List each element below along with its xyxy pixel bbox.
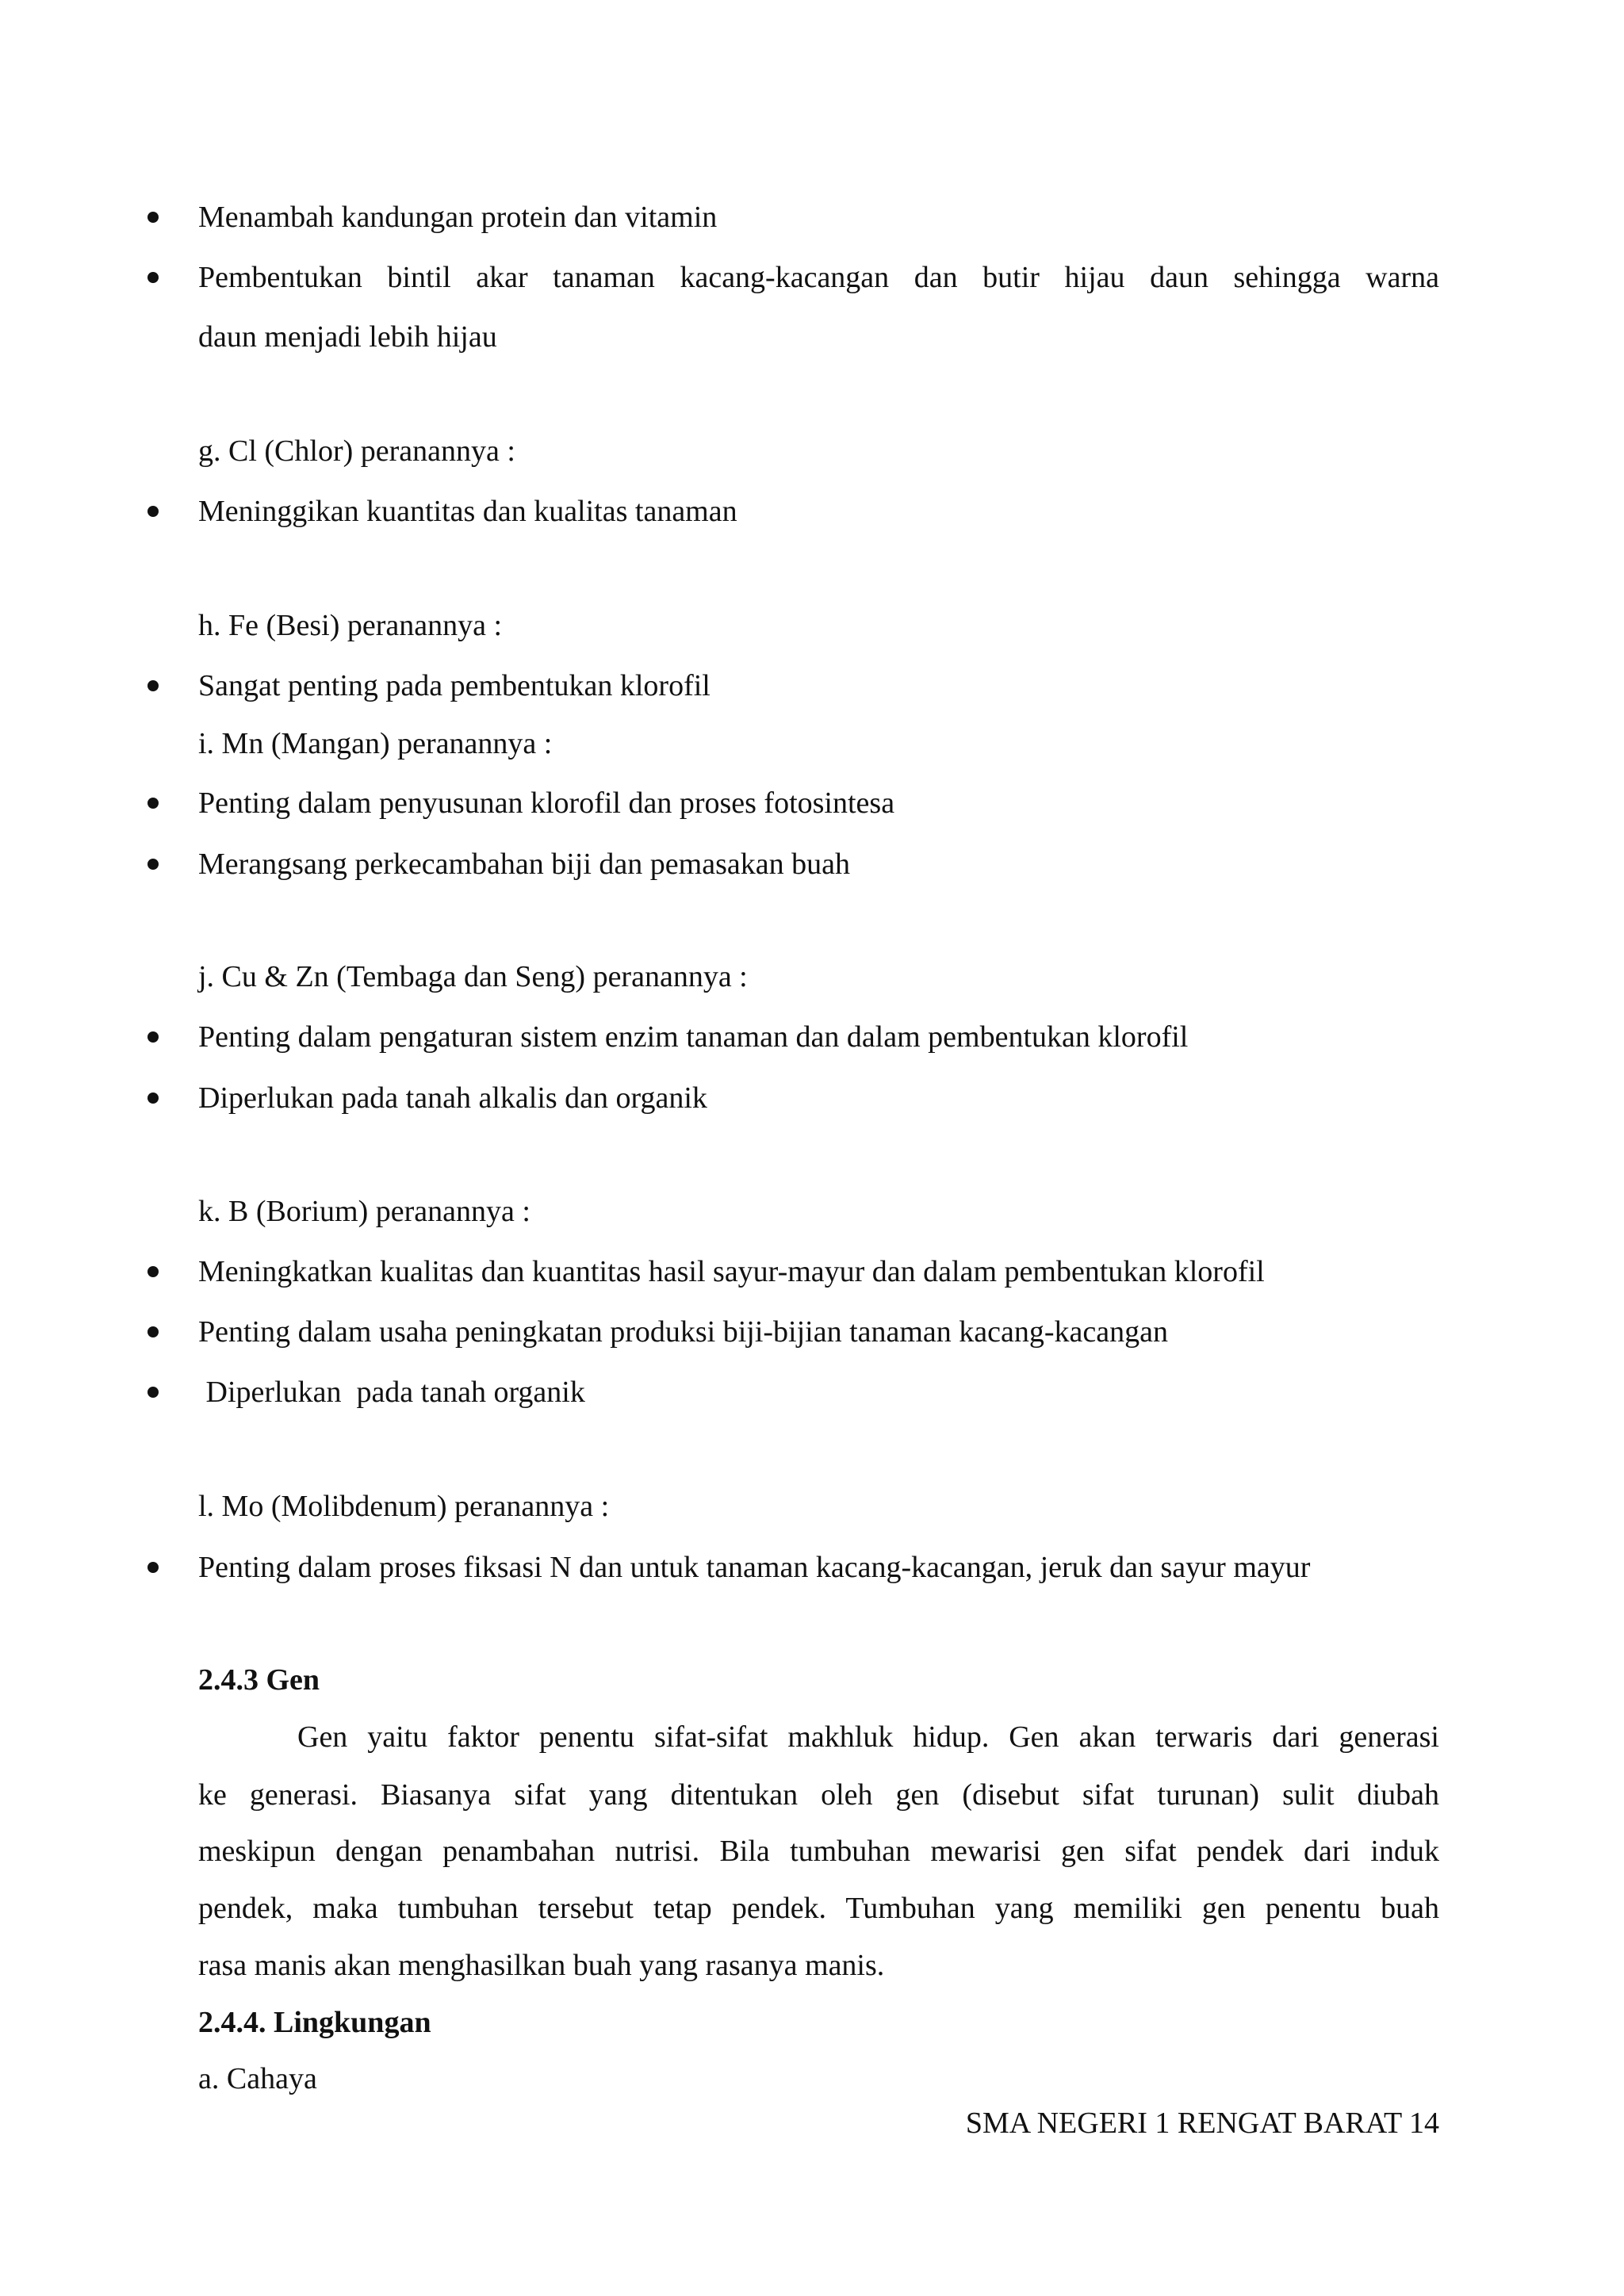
bullet-icon <box>147 272 159 283</box>
bullet-item: Menambah kandungan protein dan vitamin <box>198 201 718 234</box>
bullet-item: Meningkatkan kualitas dan kuantitas hasil sayur-mayur dan dalam pembentukan klorofil <box>198 1255 1265 1288</box>
bullet-item: Meninggikan kuantitas dan kualitas tanaman <box>198 495 737 528</box>
subheading-l: l. Mo (Molibdenum) peranannya : <box>198 1490 610 1523</box>
section-heading-lingkungan: 2.4.4. Lingkungan <box>198 2006 431 2039</box>
bullet-icon <box>147 1266 159 1277</box>
bullet-item: Pembentukan bintil akar tanaman kacang-kacangan dan butir hijau daun sehingga warna <box>198 261 1439 294</box>
bullet-item: Penting dalam usaha peningkatan produksi biji-bijian tanaman kacang-kacangan <box>198 1315 1168 1349</box>
bullet-icon <box>147 798 159 809</box>
bullet-item: Sangat penting pada pembentukan klorofil <box>198 669 710 702</box>
bullet-item: Penting dalam proses fiksasi N dan untuk tanaman kacang-kacangan, jeruk dan sayur mayur <box>198 1551 1311 1584</box>
page-footer: SMA NEGERI 1 RENGAT BARAT 14 <box>965 2107 1439 2140</box>
bullet-icon <box>147 859 159 870</box>
paragraph-line: pendek, maka tumbuhan tersebut tetap pendek. Tumbuhan yang memiliki gen penentu buah <box>198 1892 1439 1925</box>
subheading-g: g. Cl (Chlor) peranannya : <box>198 434 515 468</box>
bullet-item-continuation: daun menjadi lebih hijau <box>198 320 497 354</box>
paragraph-line: rasa manis akan menghasilkan buah yang rasanya manis. <box>198 1949 885 1982</box>
bullet-item: Penting dalam pengaturan sistem enzim tanaman dan dalam pembentukan klorofil <box>198 1020 1189 1054</box>
subheading-k: k. B (Borium) peranannya : <box>198 1195 530 1228</box>
subheading-j: j. Cu & Zn (Tembaga dan Seng) peranannya : <box>198 960 748 993</box>
bullet-item: Diperlukan pada tanah alkalis dan organik <box>198 1081 707 1115</box>
bullet-icon <box>147 506 159 517</box>
paragraph-line: meskipun dengan penambahan nutrisi. Bila tumbuhan mewarisi gen sifat pendek dari induk <box>198 1835 1439 1868</box>
bullet-icon <box>147 1562 159 1573</box>
bullet-icon <box>147 1387 159 1398</box>
paragraph-line: ke generasi. Biasanya sifat yang ditentukan oleh gen (disebut sifat turunan) sulit diubah <box>198 1778 1439 1812</box>
section-heading-gen: 2.4.3 Gen <box>198 1663 320 1697</box>
bullet-item: Merangsang perkecambahan biji dan pemasakan buah <box>198 848 850 881</box>
bullet-icon <box>147 1031 159 1043</box>
bullet-icon <box>147 1326 159 1337</box>
subheading-cahaya: a. Cahaya <box>198 2062 317 2095</box>
bullet-icon <box>147 1093 159 1104</box>
bullet-icon <box>147 212 159 223</box>
subheading-h: h. Fe (Besi) peranannya : <box>198 609 503 642</box>
subheading-i: i. Mn (Mangan) peranannya : <box>198 727 553 760</box>
bullet-item: Penting dalam penyusunan klorofil dan proses fotosintesa <box>198 786 895 820</box>
bullet-item: Diperlukan pada tanah organik <box>198 1376 585 1409</box>
paragraph-line: Gen yaitu faktor penentu sifat-sifat makhluk hidup. Gen akan terwaris dari generasi <box>297 1720 1439 1754</box>
bullet-icon <box>147 680 159 691</box>
